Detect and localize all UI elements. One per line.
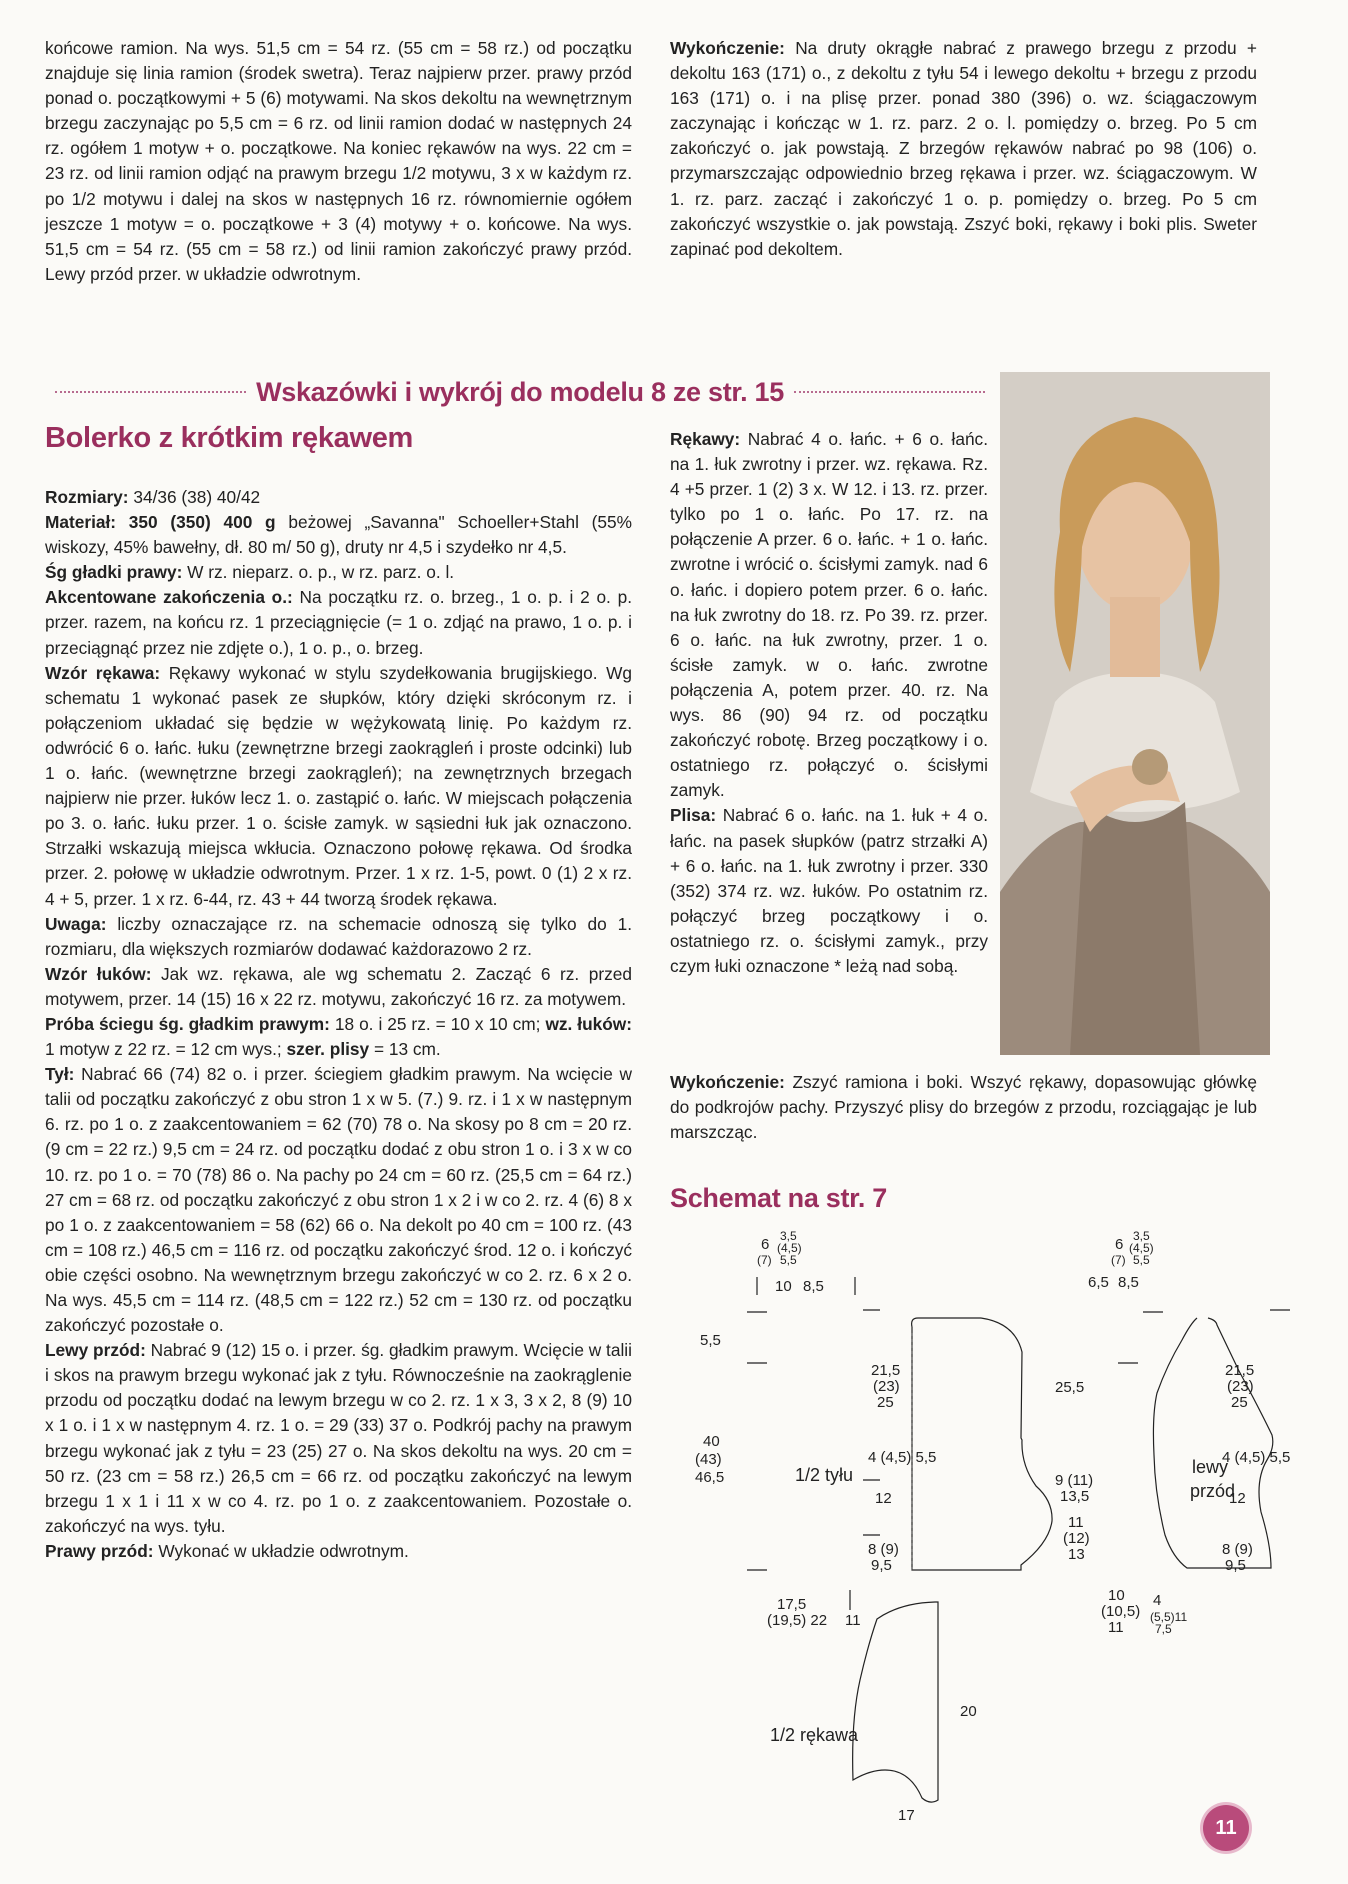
back-bottom-2: 9,5 <box>871 1557 892 1574</box>
left-front-paragraph <box>45 1338 632 1539</box>
back-piece-outline <box>912 1318 1052 1570</box>
paragraph-label: Próba ściegu śg. gładkim prawym: <box>45 1013 330 1034</box>
heading-rule-right <box>794 391 985 393</box>
paragraph-text: Na druty okrągłe nabrać z prawego brzegu z przodu + dekoltu 163 (171) o., z dekoltu z tyłu 54 i lewego dekoltu + brzegu z przodu 163 (171) o. i na plisę przer. ponad 380 (396) o. wz. ściągaczowym zaczynając i kończąc w 1. rz. parz. 2 o. l. pomiędzy o. brzeg. Po 5 cm zakończyć o. jak powstają. Z brzegów rękawów nabrać po 98 (106) o. przymarszczając odpowiednio brzeg rękawa i przer. wz. ściągaczowym. W 1. rz. parz. zacząć i zakończyć 1 o. p. pomiędzy o. brzeg. Po 5 cm zakończyć wszystkie o. jak powstają. Zszyć boki, rękawy i boki plis. Sweter zapinać pod dekoltem. <box>670 38 1257 259</box>
finishing-paragraph-sweater <box>670 36 1257 262</box>
paragraph-label: Wzór rękawa: <box>45 662 161 683</box>
paragraph-text: Wykonać w układzie odwrotnym. <box>153 1540 409 1561</box>
stitch-paragraph <box>45 560 632 585</box>
front-width-55-2: 7,5 <box>1155 1622 1172 1636</box>
back-height-3: 46,5 <box>695 1469 725 1486</box>
gauge-paragraph <box>45 1012 632 1062</box>
back-top-85: 8,5 <box>803 1278 824 1295</box>
front-piece-outline <box>1153 1318 1272 1568</box>
paragraph-text: Zszyć ramiona i boki. Wszyć rękawy, dopasowując główkę do podkrojów pachy. Przyszyć plisy do brzegów z przodu, rozciągając je lub marszcząc. <box>670 1072 1257 1143</box>
back-width-1: 17,5 <box>777 1596 807 1613</box>
paragraph-label: Wykończenie: <box>670 1072 785 1092</box>
front-measurements <box>1055 1229 1290 1636</box>
front-neck-3: 5,5 <box>1133 1253 1150 1267</box>
back-height-1: 40 <box>703 1433 720 1450</box>
front-left-low-2: (12) <box>1063 1530 1090 1547</box>
back-left-55: 5,5 <box>700 1332 721 1349</box>
back-bottom-1: 8 (9) <box>868 1541 899 1558</box>
sleeve-pattern-paragraph <box>45 661 632 912</box>
continuation-text: końcowe ramion. Na wys. 51,5 cm = 54 rz. (55 cm = 58 rz.) od początku znajduje się linia ramion (środek swetra). Teraz najpierw przer. prawy przód ponad o. początkowymi + 5 (6) motywami. Na skos dekoltu na wewnętrznym brzegu zaczynając po 5,5 cm = 6 rz. od linii ramion dodać w następnych 24 rz. ogółem 1 motyw + o. początkowe. Na koniec rękawów na wys. 22 cm = 23 rz. od linii ramion odjąć na prawym brzegu 1/2 motywu, 3 x w każdym rz. po 1/2 motywu i dalej na skos w następnych 16 rz. równomiernie ogółem jeszcze 1 motyw = o. początkowe + 3 (4) motywy + o. końcowe. Na wys. 51,5 cm = 54 rz. (55 cm = 58 rz.) od linii ramion zakończyć prawy przód. Lewy przód przer. w układzie odwrotnym. <box>45 38 632 284</box>
model-photo-illustration <box>1000 372 1270 1055</box>
front-armhole-1: 21,5 <box>1225 1362 1255 1379</box>
front-width-10-1: 10 <box>1108 1587 1125 1604</box>
paragraph-label: Wykończenie: <box>670 38 785 58</box>
top-left-column <box>45 36 632 287</box>
material-paragraph <box>45 510 632 560</box>
paragraph-label: Lewy przód: <box>45 1340 146 1361</box>
model-title: Bolerko z krótkim rękawem <box>45 422 414 454</box>
paragraph-label: Materiał: 350 (350) 400 g <box>45 512 276 533</box>
front-width-55-1: (5,5)11 <box>1150 1610 1188 1624</box>
note-paragraph <box>45 912 632 962</box>
sleeve-height: 20 <box>960 1703 977 1720</box>
sleeve-piece-outline <box>853 1602 938 1802</box>
back-measurements <box>695 1229 936 1629</box>
paragraph-label: Uwaga: <box>45 913 107 934</box>
back-right-12: 12 <box>875 1490 892 1507</box>
paragraph-label: Plisa: <box>670 805 717 826</box>
paragraph-text: beżowej „Savanna" Schoeller+Stahl (55% wiskozy, 45% bawełny, dł. 80 m/ 50 g), druty nr 4,5 i szydełko nr 4,5. <box>45 512 632 558</box>
front-piece-label-2: przód <box>1190 1481 1236 1501</box>
paragraph-text: Nabrać 6 o. łańc. na 1. łuk + 4 o. łańc. na pasek słupków (patrz strzałki A) + 6 o. łańc. na 1. łuk zwrotny i przer. 330 (352) 374 rz. wz. łuków. Po ostatnim rz. połączyć brzeg początkowy i o. ostatniego rz. o. ścisłymi zamyk., przy czym łuki oznaczone * leżą nad sobą. <box>670 805 988 976</box>
front-width-10-2: (10,5) <box>1101 1603 1141 1620</box>
paragraph-label: Rozmiary: <box>45 487 129 507</box>
front-right-12: 12 <box>1229 1490 1246 1507</box>
front-bottom-2: 9,5 <box>1225 1557 1246 1574</box>
section-heading <box>45 372 995 412</box>
back-neck-1: 3,5 <box>780 1229 797 1243</box>
paragraph-label: Tył: <box>45 1064 75 1085</box>
back-height-2: (43) <box>695 1451 722 1468</box>
front-piece-label-1: lewy <box>1192 1457 1229 1477</box>
back-armhole-2: (23) <box>873 1378 900 1395</box>
front-left-mid-2: 13,5 <box>1060 1488 1090 1505</box>
sizes-paragraph <box>45 485 632 510</box>
arch-pattern-paragraph <box>45 962 632 1012</box>
right-front-paragraph <box>45 1539 632 1564</box>
front-bottom-1: 8 (9) <box>1222 1541 1253 1558</box>
paragraph-label: Akcentowane zakończenia o.: <box>45 587 293 608</box>
back-paragraph <box>45 1062 632 1338</box>
sleeves-paragraph <box>670 427 988 803</box>
back-right-4: 4 (4,5) 5,5 <box>868 1449 937 1466</box>
front-right-4: 4 (4,5) 5,5 <box>1222 1449 1291 1466</box>
front-neck-1: 3,5 <box>1133 1229 1150 1243</box>
paragraph-text: Nabrać 9 (12) 15 o. i przer. śg. gładkim prawym. Wcięcie w talii i skos na prawym brzegu wykonać jak z tyłu. Równocześnie na zaokrąglenie przodu od początku dodać na lewym brzegu w co 2. rz. 1 x 3, 3 x 2, 8 (9) 10 x 1 o. i 1 x w następnym 4. rz. 1 o. = 29 (33) 37 o. Podkrój pachy na prawym brzegu wykonać jak z tyłu = 23 (25) 27 o. Na skos dekoltu na wys. 20 cm = 50 rz. (23 cm = 58 rz.) 26,5 cm = 66 rz. od początku zakończyć na lewym brzegu 1 x 1 i 11 x w co 4. rz. po 1 o. z zaakcentowaniem. Pozostałe o. zakończyć na wys. tyłu. <box>45 1340 632 1536</box>
pattern-diagram <box>680 1225 1291 1825</box>
paragraph-label: Rękawy: <box>670 429 741 449</box>
paragraph-label: szer. plisy <box>286 1039 370 1060</box>
paragraph-label: Wzór łuków: <box>45 963 152 984</box>
band-paragraph <box>670 803 988 979</box>
paragraph-text: 18 o. i 25 rz. = 10 x 10 cm; <box>329 1013 546 1034</box>
paragraph-text: Na początku rz. o. brzeg., 1 o. p. i 2 o. p. przer. razem, na końcu rz. 1 przeciągnięcie (= 1 o. zdjąć na prawo, 1 o. p. i przeciągnąć przez nie zdjęte o.), 1 o. p., o. brzeg. <box>45 587 633 658</box>
front-armhole-3: 25 <box>1231 1394 1248 1411</box>
paragraph-text: = 13 cm. <box>369 1039 441 1060</box>
section-heading-text: Wskazówki i wykrój do modelu 8 ze str. 15 <box>256 376 784 407</box>
back-piece-label: 1/2 tyłu <box>795 1465 854 1485</box>
front-width-10-3: 11 <box>1108 1619 1124 1636</box>
paragraph-label: Prawy przód: <box>45 1540 154 1561</box>
accent-endings-paragraph <box>45 585 632 660</box>
front-width-4: 4 <box>1153 1592 1162 1609</box>
back-top-10: 10 <box>775 1278 792 1295</box>
top-right-column <box>670 36 1257 262</box>
back-width-2: (19,5) 22 <box>767 1612 828 1629</box>
sleeve-width: 17 <box>898 1807 915 1824</box>
paragraph-text: liczby oznaczające rz. na schemacie odnoszą się tylko do 1. rozmiaru, dla większych rozmiarów dodawać każdorazowo 2 rz. <box>45 913 632 959</box>
heading-rule-left <box>55 391 246 393</box>
back-width-11: 11 <box>845 1612 861 1629</box>
front-left-mid-1: 9 (11) <box>1055 1472 1094 1489</box>
paragraph-text: W rz. nieparz. o. p., w rz. parz. o. l. <box>182 562 455 583</box>
finishing-paragraph <box>670 1070 1257 1145</box>
model-photo <box>1000 372 1270 1055</box>
front-left-low-3: 13 <box>1068 1546 1085 1563</box>
front-top-85: 8,5 <box>1118 1274 1139 1291</box>
sleeve-piece-label: 1/2 rękawa <box>770 1725 859 1745</box>
page-number-badge: 11 <box>1203 1805 1249 1851</box>
paragraph-text: Nabrać 4 o. łańc. + 6 o. łańc. na 1. łuk zwrotny i przer. wz. rękawa. Rz. 4 +5 przer. 1 (2) 3 x. W 12. i 13. rz. przer. tylko po 1 o. łańc. Po 17. rz. na połączenie A przer. 6 o. łańc. + 1 o. łańc. zwrotne i wrócić o. ścisłymi zamyk. nad 6 o. łańc. i dopiero potem przer. 6 o. łańc. na łuk zwrotny do 18. rz. Po 39. rz. przer. 6 o. łańc. na łuk zwrotny, przer. 1 o. ścisłe zamyk. w o. łańc. zwrotne połączenia A, potem przer. 40. rz. Na wys. 86 (90) 94 rz. od początku zakończyć robotę. Brzeg początkowy i o. ostatniego rz. połączyć o. ścisłymi zamyk. <box>670 429 988 801</box>
front-left-low-1: 11 <box>1068 1514 1084 1531</box>
paragraph-text: 1 motyw z 22 rz. = 12 cm wys.; <box>45 1039 287 1060</box>
paragraph-label: Śg gładki prawy: <box>45 562 183 583</box>
back-neck-2: (4,5) <box>777 1241 802 1255</box>
front-shoulder-1: 6 <box>1115 1236 1124 1253</box>
main-right-column <box>670 427 988 979</box>
finishing-column <box>670 1070 1257 1145</box>
front-armhole-2: (23) <box>1227 1378 1254 1395</box>
back-armhole-1: 21,5 <box>871 1362 901 1379</box>
paragraph-text: 34/36 (38) 40/42 <box>128 487 261 507</box>
front-top-65: 6,5 <box>1088 1274 1109 1291</box>
main-left-column <box>45 485 632 1564</box>
front-neck-2: (4,5) <box>1129 1241 1154 1255</box>
schema-title: Schemat na str. 7 <box>670 1183 888 1213</box>
back-shoulder-2: (7) <box>757 1253 772 1267</box>
paragraph-text: Rękawy wykonać w stylu szydełkowania brugijskiego. Wg schematu 1 wykonać pasek ze słupków, który dzięki skróconym rz. i połączeniom układać się będzie w wężykowatą linię. Po każdym rz. odwrócić 6 o. łańc. łuku (zewnętrzne brzegi zaokrągleń i proste odcinki) lub 1 o. łańc. (wewnętrzne brzegi zaokrągleń); na zewnętrznych brzegach najpierw nie przer. łuków lecz 1. o. zastąpić o. łańc. W miejscach połączenia po 3. o. łańc. łuku przer. 1 o. ścisłe zamyk. w sąsiedni łuk jak oznaczono. Strzałki wskazują miejsca wkłucia. Oznaczono połowę rękawa. Od środka przer. 2. połowę w układzie odwrotnym. Przer. 1 x rz. 1-5, powt. 0 (1) 2 x rz. 4 + 5, przer. 1 x rz. 6-44, rz. 43 + 44 tworzą środek rękawa. <box>45 662 633 909</box>
paragraph-text: Nabrać 66 (74) 82 o. i przer. ściegiem gładkim prawym. Na wcięcie w talii od początku zakończyć z obu stron 1 x w 5. (7.) 9. rz. i 1 x w następnym 6. rz. po 1 o. z zaakcentowaniem = 62 (70) 78 o. Na skosy po 8 cm = 20 rz. (9 cm = 22 rz.) 9,5 cm = 24 rz. od początku dodać z obu stron 1 o. i 3 x w co 10. rz. po 1 o. = 70 (78) 86 o. Na pachy po 24 cm = 60 rz. (25,5 cm = 64 rz.) 27 cm = 68 rz. od początku zakończyć z obu stron 1 x 2 i w co 2. rz. 4 (6) 8 x po 1 o. z zaakcentowaniem = 58 (62) 66 o. Na dekolt po 40 cm = 100 rz. (43 cm = 108 rz.) 46,5 cm = 116 rz. od początku zakończyć środ. 12 o. i kończyć obie części osobno. Na wewnętrznym brzegu zakończyć w co 2. rz. 6 x 2 o. Na wys. 45,5 cm = 114 rz. (48,5 cm = 122 rz.) 52 cm = 130 rz. od początku zakończyć pozostałe o. <box>45 1064 632 1336</box>
paragraph-label: wz. łuków: <box>545 1013 633 1034</box>
back-neck-3: 5,5 <box>780 1253 797 1267</box>
back-shoulder-1: 6 <box>761 1236 770 1253</box>
back-armhole-3: 25 <box>877 1394 894 1411</box>
front-left-255: 25,5 <box>1055 1379 1085 1396</box>
front-shoulder-2: (7) <box>1111 1253 1126 1267</box>
paragraph-text: Jak wz. rękawa, ale wg schematu 2. Zacząć 6 rz. przed motywem, przer. 14 (15) 16 x 22 rz. motywu, zakończyć 16 rz. za motywem. <box>45 963 632 1009</box>
sleeve-measurements <box>770 1703 977 1824</box>
